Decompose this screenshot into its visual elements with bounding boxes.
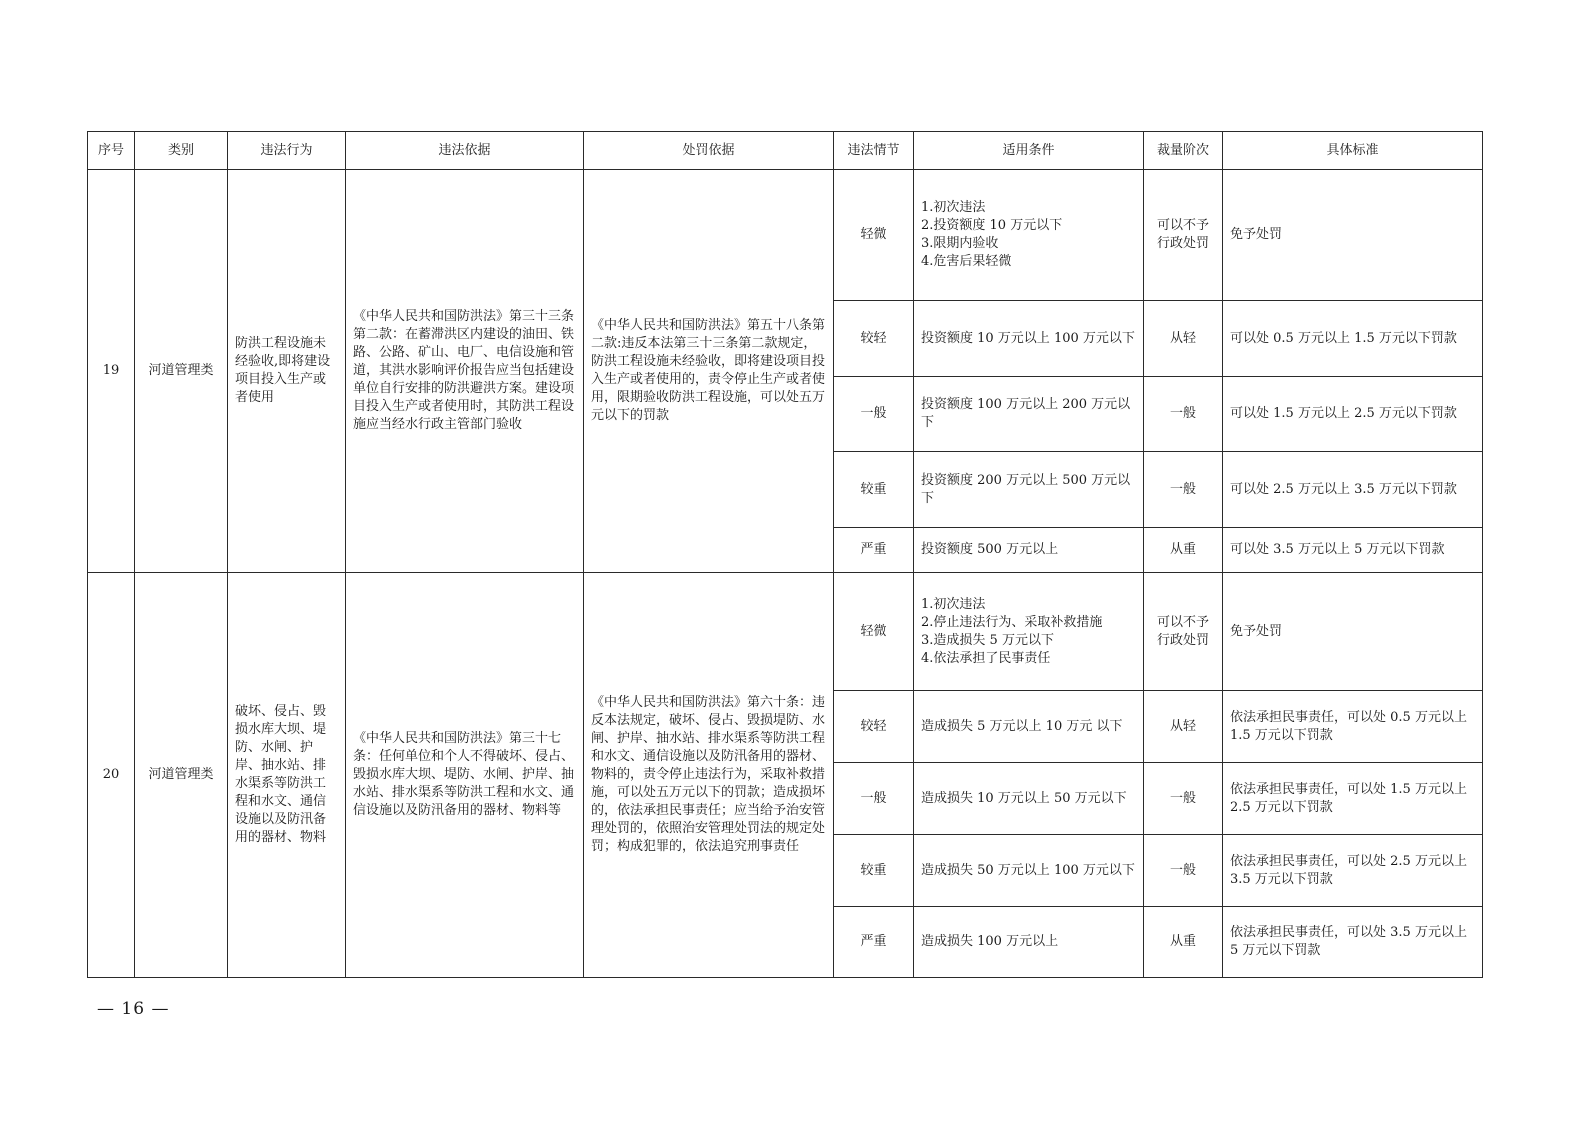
header-penalty-basis: 处罚依据 xyxy=(584,132,834,170)
level-standard: 免予处罚 xyxy=(1223,170,1483,301)
level-severity: 轻微 xyxy=(834,170,914,301)
level-standard: 免予处罚 xyxy=(1223,573,1483,691)
level-standard: 依法承担民事责任，可以处 1.5 万元以上 2.5 万元以下罚款 xyxy=(1223,763,1483,835)
level-tier: 从轻 xyxy=(1144,691,1223,763)
level-tier: 从重 xyxy=(1144,528,1223,573)
entry-penalty-basis: 《中华人民共和国防洪法》第六十条：违反本法规定，破坏、侵占、毁损堤防、水闸、护岸、抽水站、排水渠系等防洪工程和水文、通信设施以及防汛备用的器材、物料的，责令停止违法行为，采取补救措施，可以处五万元以下的罚款；造成损坏的，依法承担民事责任；应当给予治安管理处罚的，依照治安管理处罚法的规定处罚；构成犯罪的，依法追究刑事责任 xyxy=(584,573,834,978)
level-standard: 可以处 2.5 万元以上 3.5 万元以下罚款 xyxy=(1223,452,1483,528)
level-condition: 投资额度 100 万元以上 200 万元以下 xyxy=(914,377,1144,452)
level-severity: 一般 xyxy=(834,763,914,835)
entry-category: 河道管理类 xyxy=(135,170,228,573)
level-condition: 造成损失 10 万元以上 50 万元以下 xyxy=(914,763,1144,835)
level-tier: 从重 xyxy=(1144,907,1223,978)
level-standard: 可以处 3.5 万元以上 5 万元以下罚款 xyxy=(1223,528,1483,573)
level-standard: 可以处 1.5 万元以上 2.5 万元以下罚款 xyxy=(1223,377,1483,452)
level-severity: 严重 xyxy=(834,907,914,978)
level-condition: 造成损失 50 万元以上 100 万元以下 xyxy=(914,835,1144,907)
entry-behavior: 防洪工程设施未经验收,即将建设项目投入生产或者使用 xyxy=(228,170,346,573)
level-tier: 一般 xyxy=(1144,377,1223,452)
entry-number: 19 xyxy=(88,170,135,573)
level-condition: 造成损失 100 万元以上 xyxy=(914,907,1144,978)
level-condition: 1.初次违法 2.投资额度 10 万元以下 3.限期内验收 4.危害后果轻微 xyxy=(914,170,1144,301)
level-standard: 依法承担民事责任，可以处 0.5 万元以上 1.5 万元以下罚款 xyxy=(1223,691,1483,763)
level-tier: 从轻 xyxy=(1144,301,1223,377)
level-standard: 依法承担民事责任，可以处 2.5 万元以上 3.5 万元以下罚款 xyxy=(1223,835,1483,907)
level-standard: 可以处 0.5 万元以上 1.5 万元以下罚款 xyxy=(1223,301,1483,377)
header-severity: 违法情节 xyxy=(834,132,914,170)
entry-behavior: 破坏、侵占、毁损水库大坝、堤防、水闸、护岸、抽水站、排水渠系等防洪工程和水文、通信设施以及防汛备用的器材、物料 xyxy=(228,573,346,978)
level-severity: 轻微 xyxy=(834,573,914,691)
level-severity: 较轻 xyxy=(834,301,914,377)
header-tier: 裁量阶次 xyxy=(1144,132,1223,170)
table-header-row xyxy=(88,132,1483,170)
header-condition: 适用条件 xyxy=(914,132,1144,170)
header-no: 序号 xyxy=(88,132,135,170)
level-severity: 较重 xyxy=(834,452,914,528)
header-behavior: 违法行为 xyxy=(228,132,346,170)
level-severity: 严重 xyxy=(834,528,914,573)
level-condition: 投资额度 500 万元以上 xyxy=(914,528,1144,573)
level-tier: 可以不予行政处罚 xyxy=(1144,573,1223,691)
penalty-discretion-table xyxy=(87,131,1483,978)
table-row xyxy=(88,573,1483,691)
level-tier: 一般 xyxy=(1144,763,1223,835)
header-category: 类别 xyxy=(135,132,228,170)
level-condition: 造成损失 5 万元以上 10 万元 以下 xyxy=(914,691,1144,763)
page-number: — 16 — xyxy=(97,999,170,1019)
level-condition: 1.初次违法 2.停止违法行为、采取补救措施 3.造成损失 5 万元以下 4.依法承担了民事责任 xyxy=(914,573,1144,691)
level-tier: 一般 xyxy=(1144,835,1223,907)
level-condition: 投资额度 10 万元以上 100 万元以下 xyxy=(914,301,1144,377)
header-standard: 具体标准 xyxy=(1223,132,1483,170)
entry-number: 20 xyxy=(88,573,135,978)
level-condition: 投资额度 200 万元以上 500 万元以下 xyxy=(914,452,1144,528)
level-severity: 较重 xyxy=(834,835,914,907)
entry-legal-basis: 《中华人民共和国防洪法》第三十七条：任何单位和个人不得破坏、侵占、毁损水库大坝、堤防、水闸、护岸、抽水站、排水渠系等防洪工程和水文、通信设施以及防汛备用的器材、物料等 xyxy=(346,573,584,978)
level-severity: 一般 xyxy=(834,377,914,452)
level-tier: 可以不予行政处罚 xyxy=(1144,170,1223,301)
level-severity: 较轻 xyxy=(834,691,914,763)
level-tier: 一般 xyxy=(1144,452,1223,528)
entry-category: 河道管理类 xyxy=(135,573,228,978)
table-row xyxy=(88,170,1483,301)
header-legal-basis: 违法依据 xyxy=(346,132,584,170)
level-standard: 依法承担民事责任，可以处 3.5 万元以上 5 万元以下罚款 xyxy=(1223,907,1483,978)
entry-penalty-basis: 《中华人民共和国防洪法》第五十八条第二款:违反本法第三十三条第二款规定，防洪工程设施未经验收，即将建设项目投入生产或者使用的，责令停止生产或者使用，限期验收防洪工程设施，可以处五万元以下的罚款 xyxy=(584,170,834,573)
entry-legal-basis: 《中华人民共和国防洪法》第三十三条第二款：在蓄滞洪区内建设的油田、铁路、公路、矿山、电厂、电信设施和管道，其洪水影响评价报告应当包括建设单位自行安排的防洪避洪方案。建设项目投入生产或者使用时，其防洪工程设施应当经水行政主管部门验收 xyxy=(346,170,584,573)
